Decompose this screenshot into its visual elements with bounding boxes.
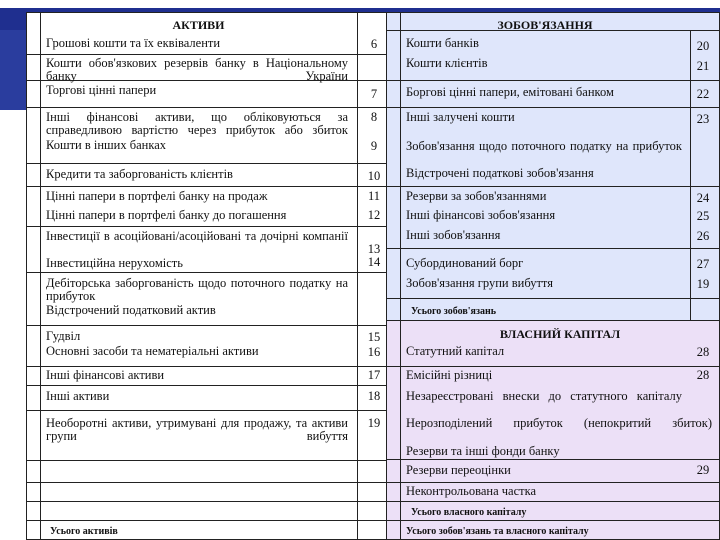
asset-row-other-assets: Інші активи	[46, 389, 110, 403]
liab-row-customer-accounts: Кошти клієнтів	[406, 56, 488, 70]
liab-row-other-borrowed: Інші залучені кошти	[406, 110, 515, 124]
asset-note-other-assets: 18	[367, 389, 381, 403]
asset-note-fixed-assets: 16	[367, 345, 381, 359]
liab-row-other-liabilities: Інші зобов'язання	[406, 228, 501, 242]
liab-row-provisions: Резерви за зобов'язаннями	[406, 189, 547, 203]
asset-note-afs-securities: 11	[367, 189, 381, 203]
equity-total: Усього власного капіталу	[411, 507, 527, 518]
asset-row-afs-securities: Цінні папери в портфелі банку на продаж	[46, 189, 268, 203]
liab-note-disposal-group: 19	[696, 277, 710, 291]
liab-row-due-to-banks: Кошти банків	[406, 36, 479, 50]
asset-row-held-for-sale: Необоротні активи, утримувані для продажу, та активи групи вибуття	[46, 416, 348, 443]
liab-note-subordinated-debt: 27	[696, 257, 710, 271]
asset-row-reserves: Кошти обов'язкових резервів банку в Національному банку України	[46, 56, 348, 83]
liab-note-other-liabilities: 26	[696, 229, 710, 243]
asset-note-investments: 13	[367, 242, 381, 256]
asset-note-held-for-sale: 19	[367, 416, 381, 430]
asset-row-cash: Грошові кошти та їх еквіваленти	[46, 36, 221, 50]
liab-row-other-financial: Інші фінансові зобов'язання	[406, 208, 556, 222]
equity-row-revaluation-reserves: Резерви переоцінки	[406, 463, 511, 477]
equity-row-non-controlling: Неконтрольована частка	[406, 484, 537, 498]
assets-header: АКТИВИ	[172, 18, 225, 32]
liabilities-total: Усього зобов'язань	[411, 306, 497, 317]
liab-row-debt-securities: Боргові цінні папери, емітовані банком	[406, 85, 614, 99]
equity-row-unregistered-contributions: Незареєстровані внески до статутного капіталу	[406, 389, 682, 403]
liab-note-provisions: 24	[696, 191, 710, 205]
liab-note-due-to-banks: 20	[696, 39, 710, 53]
asset-row-goodwill: Гудвіл	[46, 329, 81, 343]
equity-row-reserves-funds: Резерви та інші фонди банку	[406, 444, 560, 458]
asset-note-fvtpl: 8	[370, 110, 378, 124]
asset-note-goodwill: 15	[367, 330, 381, 344]
asset-note-other-financial: 17	[367, 368, 381, 382]
equity-row-share-capital: Статутний капітал	[406, 344, 505, 358]
asset-note-htm-securities: 12	[367, 208, 381, 222]
asset-row-trading-securities: Торгові цінні папери	[46, 83, 157, 97]
asset-row-fvtpl: Інші фінансові активи, що обліковуються за справедливою вартістю через прибуток або збиток	[46, 110, 348, 137]
equity-note-revaluation-reserves: 29	[696, 463, 710, 477]
liabilities-header: ЗОБОВ'ЯЗАННЯ	[497, 18, 593, 32]
asset-row-due-from-banks: Кошти в інших банках	[46, 138, 167, 152]
asset-row-deferred-tax-asset: Відстрочений податковий актив	[46, 303, 216, 317]
liab-note-other-borrowed: 23	[696, 112, 710, 126]
assets-total: Усього активів	[50, 526, 118, 537]
liab-row-current-tax: Зобов'язання щодо поточного податку на прибуток	[406, 139, 682, 153]
asset-row-investment-property: Інвестиційна нерухомість	[46, 256, 183, 270]
liab-row-deferred-tax: Відстрочені податкові зобов'язання	[406, 166, 594, 180]
asset-note-loans: 10	[367, 169, 381, 183]
asset-row-other-financial: Інші фінансові активи	[46, 368, 165, 382]
asset-note-trading-securities: 7	[370, 87, 378, 101]
equity-row-share-premium: Емісійні різниці	[406, 368, 493, 382]
liab-note-customer-accounts: 21	[696, 59, 710, 73]
liab-note-debt-securities: 22	[696, 87, 710, 101]
liab-row-subordinated-debt: Субординований борг	[406, 256, 524, 270]
equity-header: ВЛАСНИЙ КАПІТАЛ	[499, 327, 621, 341]
equity-note-share-capital: 28	[696, 345, 710, 359]
liab-row-disposal-group: Зобов'язання групи вибуття	[406, 276, 553, 290]
asset-note-due-from-banks: 9	[370, 139, 378, 153]
liabilities-and-equity-total: Усього зобов'язань та власного капіталу	[406, 526, 589, 537]
asset-row-investments: Інвестиції в асоційовані/асоційовані та дочірні компанії	[46, 229, 348, 243]
liab-note-other-financial: 25	[696, 209, 710, 223]
asset-note-cash: 6	[370, 37, 378, 51]
asset-row-htm-securities: Цінні папери в портфелі банку до погашення	[46, 208, 287, 222]
left-decoration-block	[0, 30, 26, 110]
asset-row-fixed-assets: Основні засоби та нематеріальні активи	[46, 344, 259, 358]
equity-row-retained-earnings: Нерозподілений прибуток (непокритий збиток)	[406, 416, 712, 430]
equity-note-share-premium: 28	[696, 368, 710, 382]
asset-row-loans: Кредити та заборгованість клієнтів	[46, 167, 233, 181]
asset-row-tax-receivable: Дебіторська заборгованість щодо поточного податку на прибуток	[46, 276, 348, 303]
asset-note-investment-property: 14	[367, 255, 381, 269]
